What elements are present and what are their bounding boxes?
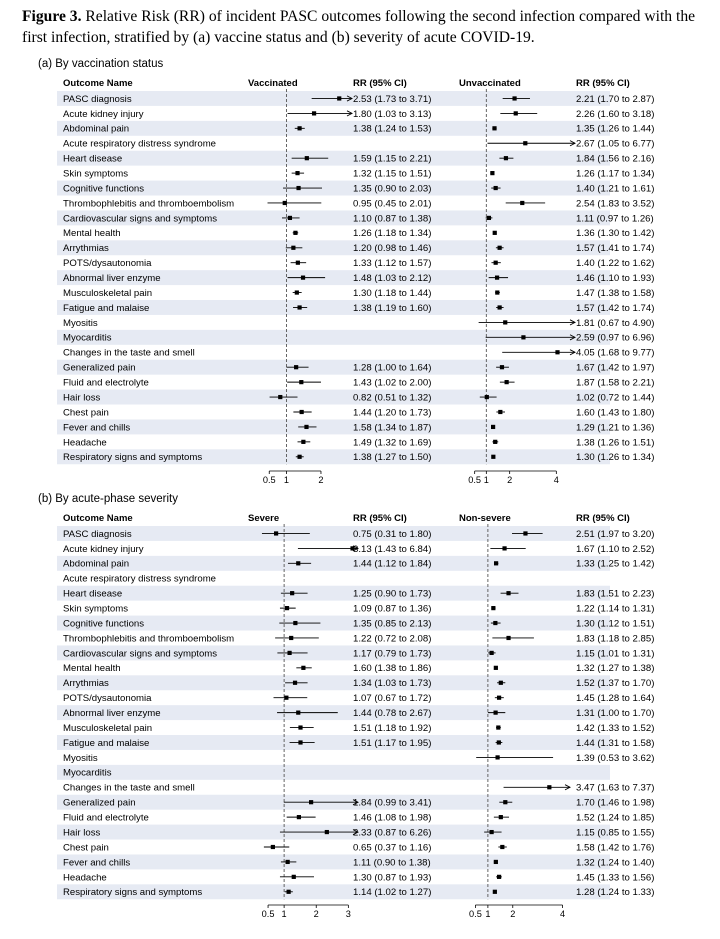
left-point-estimate	[294, 365, 298, 369]
right-axis-tick-label: 0.5	[469, 909, 482, 919]
left-point-estimate	[301, 666, 305, 670]
outcome-name: Abdominal pain	[63, 123, 130, 135]
header-right-rr: RR (95% CI)	[576, 78, 630, 89]
header-left-rr: RR (95% CI)	[353, 78, 407, 89]
right-point-estimate	[498, 246, 502, 250]
right-point-estimate	[491, 425, 495, 429]
right-point-estimate	[487, 216, 491, 220]
left-rr-text: 1.35 (0.85 to 2.13)	[353, 618, 432, 630]
right-point-estimate	[496, 725, 500, 729]
left-point-estimate	[283, 201, 287, 205]
left-point-estimate	[304, 425, 308, 429]
panel-title: (a) By vaccination status	[38, 58, 164, 70]
left-point-estimate	[301, 440, 305, 444]
right-point-estimate	[494, 261, 498, 265]
right-point-estimate	[491, 606, 495, 610]
outcome-name: Acute respiratory distress syndrome	[63, 138, 217, 150]
right-rr-text: 1.45 (1.28 to 1.64)	[576, 693, 655, 705]
right-point-estimate	[491, 455, 495, 459]
right-axis-tick-label: 2	[510, 909, 516, 919]
right-rr-text: 1.11 (0.97 to 1.26)	[576, 213, 654, 225]
right-point-estimate	[521, 335, 525, 339]
forest-row	[63, 109, 654, 120]
row-band	[57, 121, 610, 136]
right-axis-tick-label: 1	[485, 909, 491, 919]
left-point-estimate	[296, 186, 300, 190]
left-rr-text: 1.30 (0.87 to 1.93)	[353, 872, 432, 884]
right-rr-text: 1.46 (1.10 to 1.93)	[576, 273, 655, 285]
right-rr-text: 1.15 (0.85 to 1.55)	[576, 827, 655, 839]
right-rr-text: 1.70 (1.46 to 1.98)	[576, 797, 655, 809]
left-point-estimate	[284, 696, 288, 700]
outcome-name: Thrombophlebitis and thromboembolism	[63, 198, 235, 210]
right-point-estimate	[495, 276, 499, 280]
right-rr-text: 1.26 (1.17 to 1.34)	[576, 168, 655, 180]
panel-title: (b) By acute-phase severity	[38, 493, 178, 505]
right-rr-text: 1.40 (1.22 to 1.62)	[576, 258, 655, 270]
left-point-estimate	[309, 800, 313, 804]
left-rr-text: 1.49 (1.32 to 1.69)	[353, 437, 432, 449]
left-point-estimate	[288, 216, 292, 220]
right-rr-text: 2.51 (1.97 to 3.20)	[576, 528, 655, 540]
left-point-estimate	[300, 410, 304, 414]
left-axis-tick-label: 0.5	[261, 909, 275, 919]
outcome-name: Changes in the taste and smell	[63, 782, 195, 794]
right-axis-tick-label: 4	[553, 475, 559, 485]
right-rr-text: 1.81 (0.67 to 4.90)	[576, 317, 655, 329]
left-point-estimate	[298, 725, 302, 729]
right-point-estimate	[495, 755, 499, 759]
outcome-name: Chest pain	[63, 842, 109, 854]
header-left-rr: RR (95% CI)	[353, 513, 407, 524]
left-point-estimate	[325, 830, 329, 834]
outcome-name: Thrombophlebitis and thromboembolism	[63, 633, 235, 645]
left-rr-text: 1.10 (0.87 to 1.38)	[353, 213, 432, 225]
left-rr-text: 2.33 (0.87 to 6.26)	[353, 827, 432, 839]
left-point-estimate	[291, 246, 295, 250]
right-axis-tick-label: 1	[483, 475, 489, 485]
right-point-estimate	[493, 711, 497, 715]
header-right-group: Unvaccinated	[459, 78, 521, 89]
right-point-estimate	[497, 696, 501, 700]
right-point-estimate	[499, 681, 503, 685]
left-axis-tick-label: 2	[313, 909, 319, 919]
figure-label: Figure 3.	[22, 8, 82, 25]
header-left-group: Severe	[248, 513, 280, 524]
right-rr-text: 1.83 (1.18 to 2.85)	[576, 633, 655, 645]
left-point-estimate	[293, 681, 297, 685]
outcome-name: Mental health	[63, 228, 121, 240]
outcome-name: Abnormal liver enzyme	[63, 708, 161, 720]
left-point-estimate	[296, 711, 300, 715]
right-point-estimate	[492, 126, 496, 130]
row-band	[57, 240, 610, 255]
right-point-estimate	[506, 591, 510, 595]
left-rr-text: 1.32 (1.15 to 1.51)	[353, 168, 432, 180]
right-point-estimate	[503, 800, 507, 804]
left-rr-text: 1.14 (1.02 to 1.27)	[353, 887, 432, 899]
right-rr-text: 1.87 (1.58 to 2.21)	[576, 377, 655, 389]
right-rr-text: 1.45 (1.33 to 1.56)	[576, 872, 655, 884]
figure-caption-text: Relative Risk (RR) of incident PASC outcomes following the second infection compared with the first infection, stratified by (a) vaccine status and (b) severity of acute COVID-19.	[22, 8, 696, 46]
right-point-estimate	[494, 860, 498, 864]
outcome-name: Fatigue and malaise	[63, 302, 150, 314]
left-rr-text: 1.48 (1.03 to 2.12)	[353, 273, 432, 285]
outcome-name: Changes in the taste and smell	[63, 347, 195, 359]
outcome-name: Cognitive functions	[63, 618, 145, 630]
right-rr-text: 1.32 (1.24 to 1.40)	[576, 857, 655, 869]
forest-row	[63, 139, 654, 150]
left-point-estimate	[299, 380, 303, 384]
header-outcome-name: Outcome Name	[63, 78, 133, 89]
right-rr-text: 1.22 (1.14 to 1.31)	[576, 603, 655, 615]
left-rr-text: 1.07 (0.67 to 1.72)	[353, 693, 432, 705]
left-rr-text: 1.17 (0.79 to 1.73)	[353, 648, 432, 660]
left-rr-text: 3.13 (1.43 to 6.84)	[353, 543, 432, 555]
right-rr-text: 1.39 (0.53 to 3.62)	[576, 752, 655, 764]
outcome-name: Headache	[63, 437, 107, 449]
forest-row	[63, 842, 654, 853]
outcome-name: Generalized pain	[63, 797, 136, 809]
left-point-estimate	[297, 126, 301, 130]
left-point-estimate	[337, 96, 341, 100]
outcome-name: Cardiovascular signs and symptoms	[63, 648, 218, 660]
outcome-name: POTS/dysautonomia	[63, 258, 152, 270]
left-point-estimate	[278, 395, 282, 399]
right-axis-tick-label: 4	[559, 909, 566, 919]
right-axis-tick-label: 2	[507, 475, 513, 485]
left-rr-text: 1.59 (1.15 to 2.21)	[353, 153, 432, 165]
outcome-name: Abdominal pain	[63, 558, 130, 570]
left-rr-text: 1.11 (0.90 to 1.38)	[353, 857, 431, 869]
right-rr-text: 4.05 (1.68 to 9.77)	[576, 347, 655, 359]
right-point-estimate	[514, 111, 518, 115]
left-rr-text: 1.51 (1.17 to 1.95)	[353, 737, 432, 749]
header-right-group: Non-severe	[459, 513, 511, 524]
left-rr-text: 1.20 (0.98 to 1.46)	[353, 243, 432, 255]
left-point-estimate	[285, 606, 289, 610]
right-rr-text: 1.15 (1.01 to 1.31)	[576, 648, 655, 660]
row-band	[57, 854, 610, 869]
outcome-name: Myositis	[63, 752, 98, 764]
right-point-estimate	[490, 651, 494, 655]
outcome-name: Cognitive functions	[63, 183, 145, 195]
right-rr-text: 1.31 (1.00 to 1.70)	[576, 708, 655, 720]
forest-row	[63, 407, 654, 418]
right-point-estimate	[493, 621, 497, 625]
outcome-name: Respiratory signs and symptoms	[63, 452, 203, 464]
right-point-estimate	[523, 531, 527, 535]
outcome-name: Headache	[63, 872, 107, 884]
forest-row	[63, 693, 654, 704]
left-axis-tick-label: 3	[345, 909, 351, 919]
forest-row	[63, 169, 654, 180]
outcome-name: Arrythmias	[63, 243, 109, 255]
outcome-name: Fatigue and malaise	[63, 737, 150, 749]
left-axis-tick-label: 0.5	[262, 475, 276, 485]
outcome-name: Fluid and electrolyte	[63, 377, 149, 389]
right-rr-text: 1.30 (1.12 to 1.51)	[576, 618, 655, 630]
right-rr-text: 2.67 (1.05 to 6.77)	[576, 138, 655, 150]
right-rr-text: 1.44 (1.31 to 1.58)	[576, 737, 655, 749]
outcome-name: Heart disease	[63, 153, 123, 165]
right-rr-text: 1.84 (1.56 to 2.16)	[576, 153, 655, 165]
right-rr-text: 1.36 (1.30 to 1.42)	[576, 228, 655, 240]
outcome-name: Arrythmias	[63, 678, 109, 690]
right-point-estimate	[495, 290, 499, 294]
forest-row	[63, 633, 654, 644]
left-point-estimate	[293, 621, 297, 625]
right-rr-text: 1.52 (1.24 to 1.85)	[576, 812, 655, 824]
left-point-estimate	[289, 636, 293, 640]
outcome-name: Chest pain	[63, 407, 109, 419]
right-point-estimate	[490, 171, 494, 175]
right-point-estimate	[503, 320, 507, 324]
row-band	[57, 586, 610, 601]
left-rr-text: 1.58 (1.34 to 1.87)	[353, 422, 432, 434]
left-point-estimate	[293, 231, 297, 235]
forest-row	[63, 768, 112, 779]
left-rr-text: 1.46 (1.08 to 1.98)	[353, 812, 432, 824]
left-rr-text: 1.28 (1.00 to 1.64)	[353, 362, 432, 374]
right-point-estimate	[497, 740, 501, 744]
right-point-estimate	[497, 875, 501, 879]
forest-row	[63, 544, 654, 555]
left-rr-text: 1.35 (0.90 to 2.03)	[353, 183, 432, 195]
right-point-estimate	[490, 830, 494, 834]
row-band	[57, 675, 610, 690]
right-point-estimate	[502, 546, 506, 550]
outcome-name: Musculoskeletal pain	[63, 722, 153, 734]
right-rr-text: 2.59 (0.97 to 6.96)	[576, 332, 655, 344]
left-rr-text: 1.33 (1.12 to 1.57)	[353, 258, 432, 270]
forest-row	[63, 813, 654, 824]
right-rr-text: 1.52 (1.37 to 1.70)	[576, 678, 655, 690]
right-rr-text: 1.32 (1.27 to 1.38)	[576, 663, 655, 675]
forest-row	[63, 258, 654, 269]
left-rr-text: 1.51 (1.18 to 1.92)	[353, 722, 432, 734]
outcome-name: Acute kidney injury	[63, 543, 144, 555]
right-rr-text: 1.42 (1.33 to 1.52)	[576, 722, 655, 734]
left-point-estimate	[295, 290, 299, 294]
outcome-name: Acute kidney injury	[63, 108, 144, 120]
right-rr-text: 1.60 (1.43 to 1.80)	[576, 407, 655, 419]
forest-panel-a	[38, 58, 654, 485]
forest-row	[63, 288, 654, 299]
outcome-name: Heart disease	[63, 588, 123, 600]
left-point-estimate	[292, 875, 296, 879]
forest-panel-b	[38, 493, 654, 919]
right-rr-text: 1.47 (1.38 to 1.58)	[576, 287, 655, 299]
forest-row	[63, 437, 654, 448]
outcome-name: PASC diagnosis	[63, 528, 132, 540]
right-point-estimate	[498, 305, 502, 309]
right-rr-text: 2.21 (1.70 to 2.87)	[576, 93, 655, 105]
left-rr-text: 0.95 (0.45 to 2.01)	[353, 198, 432, 210]
right-point-estimate	[500, 365, 504, 369]
outcome-name: Acute respiratory distress syndrome	[63, 573, 217, 585]
left-rr-text: 1.22 (0.72 to 2.08)	[353, 633, 432, 645]
right-rr-text: 3.47 (1.63 to 7.37)	[576, 782, 655, 794]
left-rr-text: 1.44 (0.78 to 2.67)	[353, 708, 432, 720]
right-rr-text: 1.02 (0.72 to 1.44)	[576, 392, 655, 404]
outcome-name: Respiratory signs and symptoms	[63, 887, 203, 899]
left-rr-text: 1.80 (1.03 to 3.13)	[353, 108, 432, 120]
right-point-estimate	[493, 890, 497, 894]
left-point-estimate	[290, 591, 294, 595]
outcome-name: Hair loss	[63, 392, 101, 404]
left-rr-text: 1.34 (1.03 to 1.73)	[353, 678, 432, 690]
left-rr-text: 1.09 (0.87 to 1.36)	[353, 603, 432, 615]
right-point-estimate	[500, 845, 504, 849]
left-rr-text: 1.43 (1.02 to 2.00)	[353, 377, 432, 389]
right-point-estimate	[493, 440, 497, 444]
outcome-name: PASC diagnosis	[63, 93, 132, 105]
right-point-estimate	[505, 380, 509, 384]
right-rr-text: 1.38 (1.26 to 1.51)	[576, 437, 655, 449]
left-point-estimate	[296, 561, 300, 565]
left-axis-tick-label: 1	[281, 909, 287, 919]
right-point-estimate	[494, 186, 498, 190]
right-rr-text: 1.58 (1.42 to 1.76)	[576, 842, 655, 854]
forest-row	[63, 723, 654, 734]
right-point-estimate	[499, 815, 503, 819]
right-rr-text: 1.28 (1.24 to 1.33)	[576, 887, 655, 899]
right-point-estimate	[512, 96, 516, 100]
forest-row	[63, 783, 654, 794]
forest-row	[63, 318, 654, 329]
right-point-estimate	[523, 141, 527, 145]
forest-row	[63, 872, 654, 883]
outcome-name: Myositis	[63, 317, 98, 329]
left-rr-text: 1.38 (1.19 to 1.60)	[353, 302, 432, 314]
forest-row	[63, 378, 654, 389]
left-point-estimate	[297, 455, 301, 459]
outcome-name: Cardiovascular signs and symptoms	[63, 213, 218, 225]
left-rr-text: 0.65 (0.37 to 1.16)	[353, 842, 432, 854]
left-point-estimate	[287, 890, 291, 894]
left-rr-text: 2.53 (1.73 to 3.71)	[353, 93, 432, 105]
left-rr-text: 0.82 (0.51 to 1.32)	[353, 392, 432, 404]
right-rr-text: 1.30 (1.26 to 1.34)	[576, 452, 655, 464]
outcome-name: Skin symptoms	[63, 168, 129, 180]
left-point-estimate	[301, 276, 305, 280]
right-point-estimate	[494, 561, 498, 565]
row-band	[57, 765, 610, 780]
left-rr-text: 1.44 (1.20 to 1.73)	[353, 407, 432, 419]
right-rr-text: 1.83 (1.51 to 2.23)	[576, 588, 655, 600]
header-right-rr: RR (95% CI)	[576, 513, 630, 524]
right-rr-text: 1.35 (1.26 to 1.44)	[576, 123, 655, 135]
outcome-name: Musculoskeletal pain	[63, 287, 153, 299]
outcome-name: Skin symptoms	[63, 603, 129, 615]
left-rr-text: 0.75 (0.31 to 1.80)	[353, 528, 432, 540]
right-point-estimate	[520, 201, 524, 205]
outcome-name: Generalized pain	[63, 362, 136, 374]
right-rr-text: 1.67 (1.42 to 1.97)	[576, 362, 655, 374]
right-point-estimate	[547, 785, 551, 789]
outcome-name: Mental health	[63, 663, 121, 675]
row-band	[57, 360, 610, 375]
right-rr-text: 2.54 (1.83 to 3.52)	[576, 198, 655, 210]
left-rr-text: 1.38 (1.24 to 1.53)	[353, 123, 432, 135]
forest-row	[63, 228, 654, 239]
left-axis-tick-label: 1	[283, 475, 290, 485]
outcome-name: Abnormal liver enzyme	[63, 273, 161, 285]
forest-row	[63, 574, 216, 585]
right-rr-text: 1.57 (1.41 to 1.74)	[576, 243, 655, 255]
row-band	[57, 390, 610, 405]
forest-row	[63, 663, 654, 674]
left-rr-text: 1.38 (1.27 to 1.50)	[353, 452, 432, 464]
outcome-name: Myocarditis	[63, 332, 112, 344]
right-point-estimate	[493, 231, 497, 235]
left-point-estimate	[287, 651, 291, 655]
row-band	[57, 556, 610, 571]
left-point-estimate	[271, 845, 275, 849]
forest-row	[63, 198, 654, 209]
right-point-estimate	[485, 395, 489, 399]
right-rr-text: 1.57 (1.42 to 1.74)	[576, 302, 655, 314]
outcome-name: Fever and chills	[63, 857, 131, 869]
header-outcome-name: Outcome Name	[63, 513, 133, 524]
row-band	[57, 151, 610, 166]
right-point-estimate	[506, 636, 510, 640]
left-point-estimate	[297, 815, 301, 819]
right-rr-text: 1.40 (1.21 to 1.61)	[576, 183, 655, 195]
left-rr-text: 1.60 (1.38 to 1.86)	[353, 663, 432, 675]
right-point-estimate	[494, 666, 498, 670]
left-point-estimate	[298, 740, 302, 744]
left-point-estimate	[312, 111, 316, 115]
right-axis-tick-label: 0.5	[468, 475, 482, 485]
left-point-estimate	[295, 171, 299, 175]
header-left-group: Vaccinated	[248, 78, 298, 89]
left-rr-text: 1.84 (0.99 to 3.41)	[353, 797, 432, 809]
forest-row	[63, 604, 654, 615]
right-point-estimate	[498, 410, 502, 414]
forest-row	[63, 348, 654, 359]
outcome-name: Fluid and electrolyte	[63, 812, 149, 824]
left-point-estimate	[305, 156, 309, 160]
right-rr-text: 1.33 (1.25 to 1.42)	[576, 558, 655, 570]
right-rr-text: 1.29 (1.21 to 1.36)	[576, 422, 655, 434]
left-rr-text: 1.44 (1.12 to 1.84)	[353, 558, 432, 570]
right-point-estimate	[504, 156, 508, 160]
left-rr-text: 1.25 (0.90 to 1.73)	[353, 588, 432, 600]
right-rr-text: 1.67 (1.10 to 2.52)	[576, 543, 655, 555]
right-point-estimate	[555, 350, 559, 354]
left-point-estimate	[286, 860, 290, 864]
forest-row	[63, 753, 654, 764]
left-point-estimate	[274, 531, 278, 535]
outcome-name: Fever and chills	[63, 422, 131, 434]
left-rr-text: 1.30 (1.18 to 1.44)	[353, 287, 432, 299]
left-point-estimate	[297, 305, 301, 309]
outcome-name: Myocarditis	[63, 767, 112, 779]
left-rr-text: 1.26 (1.18 to 1.34)	[353, 228, 432, 240]
left-point-estimate	[296, 261, 300, 265]
outcome-name: Hair loss	[63, 827, 101, 839]
outcome-name: POTS/dysautonomia	[63, 693, 152, 705]
left-axis-tick-label: 2	[318, 475, 324, 485]
right-rr-text: 2.26 (1.60 to 3.18)	[576, 108, 655, 120]
row-band	[57, 419, 610, 434]
